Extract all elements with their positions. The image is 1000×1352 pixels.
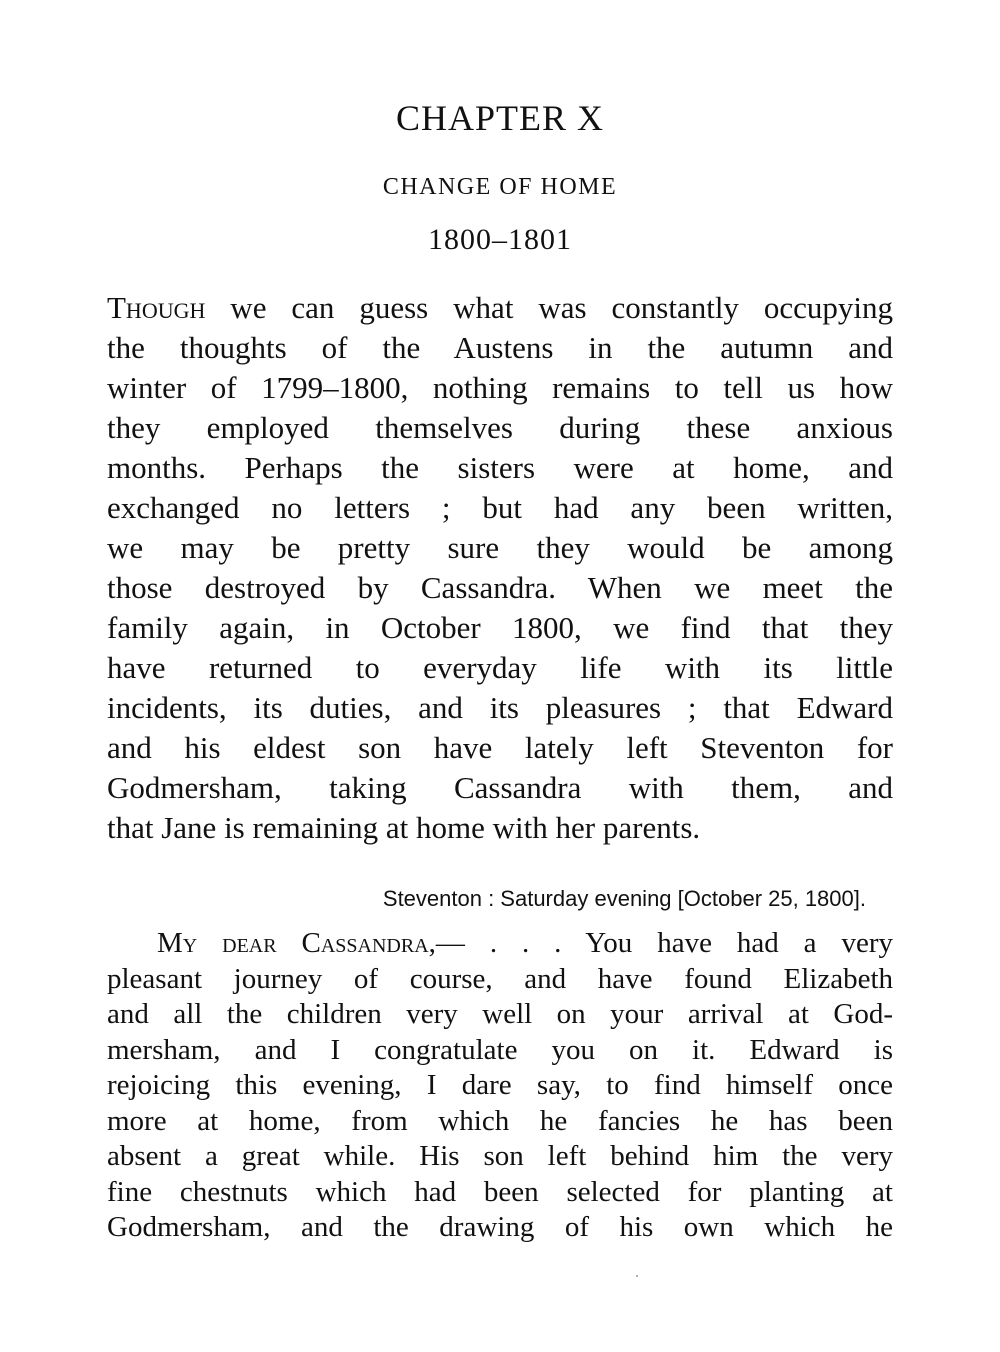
letter-line: mersham, and I congratulate you on it. Edward is <box>107 1033 893 1066</box>
narrative-line-text: we can guess what was constantly occupying <box>205 290 893 325</box>
letter-line: more at home, from which he fancies he has been <box>107 1104 893 1137</box>
narrative-line: Godmersham, taking Cassandra with them, and <box>107 770 893 805</box>
narrative-line: months. Perhaps the sisters were at home, and <box>107 450 893 485</box>
narrative-line <box>107 288 893 328</box>
letter-paragraph <box>107 926 893 1246</box>
narrative-line: we may be pretty sure they would be among <box>107 530 893 565</box>
letter-line: and all the children very well on your arrival at God- <box>107 998 893 1030</box>
letter-heading: Steventon : Saturday evening [October 25, 1800]. <box>382 886 866 911</box>
narrative-line: family again, in October 1800, we find that they <box>107 610 893 645</box>
narrative-paragraph <box>107 288 893 848</box>
lead-word: Though <box>107 290 206 325</box>
narrative-line: and his eldest son have lately left Steventon for <box>107 730 893 765</box>
narrative-line: they employed themselves during these anxious <box>107 410 893 445</box>
letter-line <box>107 926 893 962</box>
letter-line: pleasant journey of course, and have found Elizabeth <box>107 962 893 995</box>
letter-line: rejoicing this evening, I dare say, to find himself once <box>107 1069 893 1101</box>
chapter-dates: 1800–1801 <box>428 223 572 256</box>
narrative-line: those destroyed by Cassandra. When we meet the <box>107 570 893 605</box>
letter-line: absent a great while. His son left behind him the very <box>107 1140 893 1172</box>
print-speck <box>636 1275 638 1277</box>
chapter-subtitle: CHANGE OF HOME <box>382 174 618 200</box>
narrative-line: incidents, its duties, and its pleasures ; that Edward <box>107 690 893 725</box>
narrative-line: that Jane is remaining at home with her parents. <box>107 810 701 845</box>
letter-line-text: — . . . You have had a very <box>435 927 893 959</box>
letter-line: fine chestnuts which had been selected for planting at <box>107 1175 893 1208</box>
narrative-line: the thoughts of the Austens in the autumn and <box>107 330 893 365</box>
narrative-line: exchanged no letters ; but had any been written, <box>107 490 893 525</box>
narrative-line: winter of 1799–1800, nothing remains to tell us how <box>107 370 893 405</box>
letter-salutation: My dear Cassandra, <box>157 927 436 959</box>
chapter-heading: CHAPTER X <box>395 98 605 138</box>
narrative-line: have returned to everyday life with its little <box>107 650 893 685</box>
letter-line: Godmersham, and the drawing of his own which he <box>107 1211 893 1243</box>
